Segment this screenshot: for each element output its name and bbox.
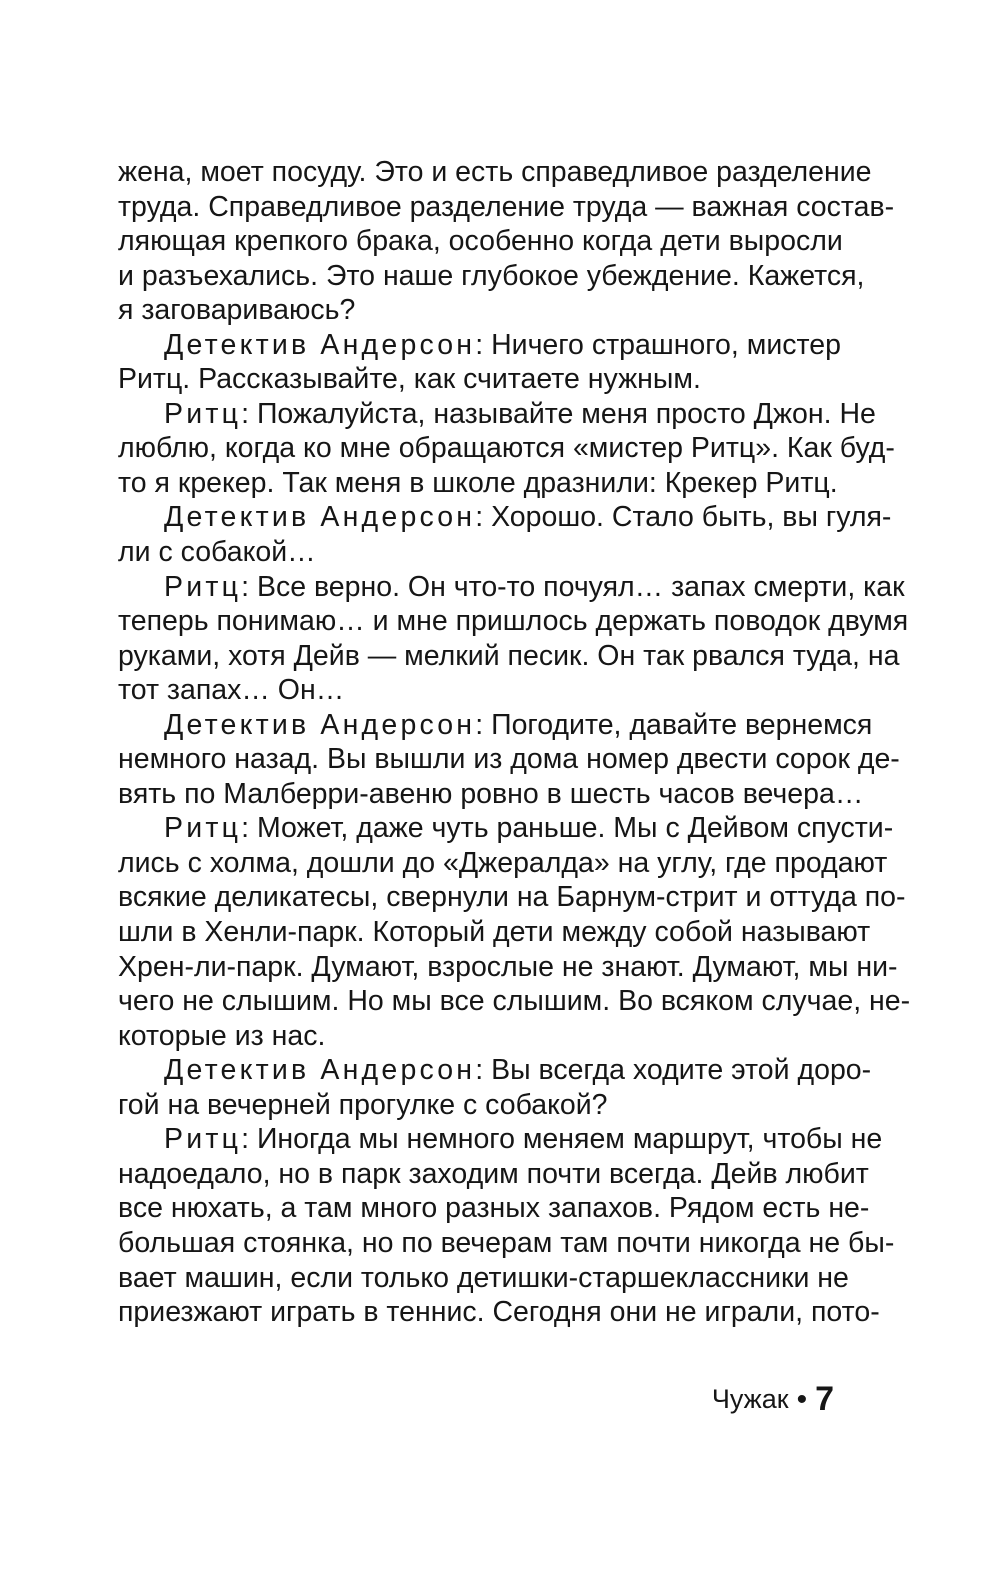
- text-line: [118, 362, 834, 397]
- paragraph: [118, 570, 909, 708]
- line-text: вять по Малберри-авеню ровно в шесть часов вечера…: [118, 777, 864, 810]
- bullet-separator: •: [796, 1382, 808, 1416]
- line-text: вает машин, если только детишки-старшеклассники не: [118, 1261, 849, 1294]
- line-text: все нюхать, а там много разных запахов. Рядом есть не-: [118, 1192, 870, 1225]
- line-text: всякие деликатесы, свернули на Барнум-стрит и оттуда по-: [118, 881, 906, 914]
- line-text: то я крекер. Так меня в школе дразнили: Крекер Ритц.: [118, 466, 838, 499]
- line-text: надоедало, но в парк заходим почти всегда. Дейв любит: [118, 1157, 869, 1190]
- line-text: тот запах… Он…: [118, 674, 345, 707]
- text-line: [118, 639, 900, 674]
- text-line: [118, 1088, 834, 1123]
- page-number: 7: [815, 1380, 834, 1418]
- text-line: [118, 1019, 834, 1054]
- text-line: [118, 1261, 849, 1296]
- line-text: : Погодите, давайте вернемся: [475, 708, 873, 741]
- text-line: [118, 500, 892, 535]
- paragraph: [118, 1053, 872, 1122]
- text-line: [118, 1295, 880, 1330]
- line-text: приезжают играть в теннис. Сегодня они не играли, пото-: [118, 1296, 880, 1329]
- text-line: [118, 880, 906, 915]
- line-text: чего не слышим. Но мы все слышим. Во всяком случае, не-: [118, 985, 911, 1018]
- line-text: шли в Хенли-парк. Который дети между собой называют: [118, 916, 871, 949]
- text-line: [118, 431, 895, 466]
- text-line: [118, 190, 895, 225]
- text-line: [118, 328, 841, 363]
- line-text: большая стоянка, но по вечерам там почти никогда не бы-: [118, 1226, 895, 1259]
- line-text: немного назад. Вы вышли из дома номер двести сорок де-: [118, 743, 900, 776]
- text-line: [118, 811, 894, 846]
- running-title: Чужак: [711, 1384, 789, 1414]
- speaker-name: Ритц: [164, 1123, 242, 1156]
- text-line: [118, 259, 865, 294]
- text-line: [118, 1053, 872, 1088]
- text-line: [118, 950, 898, 985]
- text-line: [118, 397, 876, 432]
- text-line: [118, 708, 873, 743]
- line-text: Ритц. Рассказывайте, как считаете нужным.: [118, 363, 701, 396]
- speaker-name: Детектив Андерсон: [164, 1054, 476, 1087]
- text-line: [118, 915, 871, 950]
- text-line: [118, 604, 909, 639]
- paragraph: [118, 500, 892, 569]
- line-text: : Вы всегда ходите этой доро-: [475, 1054, 872, 1087]
- line-text: : Иногда мы немного меняем маршрут, чтобы не: [241, 1123, 883, 1156]
- speaker-name: Детектив Андерсон: [164, 708, 476, 741]
- text-line: [118, 1226, 895, 1261]
- line-text: я заговариваюсь?: [118, 294, 356, 327]
- paragraph: [118, 155, 895, 328]
- paragraph: [118, 811, 911, 1053]
- text-line: [118, 570, 905, 605]
- line-text: : Хорошо. Стало быть, вы гуля-: [475, 501, 892, 534]
- text-line: [118, 742, 900, 777]
- paragraph: [118, 708, 900, 812]
- page-footer: [600, 1380, 834, 1419]
- speaker-name: Детектив Андерсон: [164, 328, 476, 361]
- line-text: люблю, когда ко мне обращаются «мистер Ритц». Как буд-: [118, 432, 895, 465]
- line-text: : Может, даже чуть раньше. Мы с Дейвом спусти-: [241, 812, 894, 845]
- line-text: лись с холма, дошли до «Джералда» на углу, где продают: [118, 846, 888, 879]
- paragraph: [118, 1122, 895, 1329]
- text-line: [118, 224, 843, 259]
- line-text: гой на вечерней прогулке с собакой?: [118, 1088, 608, 1121]
- speaker-name: Ритц: [164, 397, 242, 430]
- text-line: [118, 984, 911, 1019]
- text-line: [118, 673, 834, 708]
- text-line: [118, 535, 834, 570]
- speaker-name: Детектив Андерсон: [164, 501, 476, 534]
- line-text: и разъехались. Это наше глубокое убеждение. Кажется,: [118, 259, 865, 292]
- line-text: : Все верно. Он что-то почуял… запах смерти, как: [241, 570, 905, 603]
- text-line: [118, 777, 864, 812]
- line-text: ляющая крепкого брака, особенно когда дети выросли: [118, 225, 843, 258]
- line-text: Хрен-ли-парк. Думают, взрослые не знают. Думают, мы ни-: [118, 950, 898, 983]
- text-line: [118, 1157, 869, 1192]
- text-line: [118, 155, 872, 190]
- speaker-name: Ритц: [164, 570, 242, 603]
- line-text: руками, хотя Дейв — мелкий песик. Он так рвался туда, на: [118, 639, 900, 672]
- body-text: [118, 155, 911, 1330]
- text-line: [118, 1122, 883, 1157]
- speaker-name: Ритц: [164, 812, 242, 845]
- line-text: жена, моет посуду. Это и есть справедливое разделение: [118, 156, 872, 188]
- text-line: [118, 293, 834, 328]
- line-text: : Пожалуйста, называйте меня просто Джон. Не: [241, 397, 876, 430]
- text-line: [118, 1191, 870, 1226]
- line-text: ли с собакой…: [118, 536, 316, 569]
- line-text: теперь понимаю… и мне пришлось держать поводок двумя: [118, 605, 909, 638]
- paragraph: [118, 328, 841, 397]
- text-line: [118, 846, 888, 881]
- paragraph: [118, 397, 895, 501]
- line-text: : Ничего страшного, мистер: [475, 328, 841, 361]
- line-text: труда. Справедливое разделение труда — важная состав-: [118, 190, 895, 223]
- line-text: которые из нас.: [118, 1019, 326, 1052]
- text-line: [118, 466, 838, 501]
